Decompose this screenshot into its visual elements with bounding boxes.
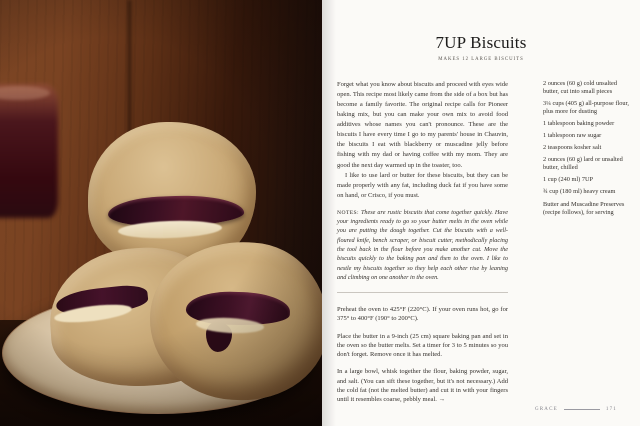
notes-text: These are rustic biscuits that come together quickly. Have your ingredients ready to go so your butter melts in the oven while you are putting the dough together. Cut the biscuits with a well-floured knife, bench scraper, or biscuit cutter, methodically placing the tool back in the flour before you make another cut. Move the biscuits quickly to the baking pan and then to the oven. I like to nestle my biscuits together so they help each other rise by leaning and climbing on one another in the oven. bbox=[337, 208, 508, 281]
step-paragraph: Place the butter in a 9-inch (25 cm) square baking pan and set in the oven so the butter melts. Set a timer for 3 to 5 minutes so you don't forget. Remove once it has melted. bbox=[337, 332, 508, 359]
page-footer bbox=[535, 407, 617, 412]
footer-rule bbox=[564, 409, 600, 410]
recipe-page bbox=[322, 0, 640, 426]
section-divider bbox=[337, 292, 508, 293]
intro-paragraph: Forget what you know about biscuits and proceed with eyes wide open. This recipe most likely came from the side of a box but has become a family favorite. The original recipe calls for Pioneer baking mix, but you can make your own mix to avoid food additives whose names you can't pronounce. These are the biscuits I have every time I go to my parents' house in Chauvin, the biscuits I eat with blackberry or muscadine jelly before fishing with my dad or having coffee with my mom. They are good the next day warmed up in the toaster, too. bbox=[337, 81, 508, 169]
main-text-column bbox=[337, 80, 508, 412]
recipe-title: 7UP Biscuits bbox=[435, 33, 527, 52]
step-paragraph: In a large bowl, whisk together the flour, baking powder, sugar, and salt. (You can sift these together, but it's not necessary.) Add the cold fat (not the melted butter) and cut it in with your fingers until it resembles coarse, pebbly meal. → bbox=[337, 368, 508, 403]
title-block bbox=[322, 33, 640, 62]
notes-label: NOTES: bbox=[337, 209, 359, 216]
ingredient-item: Butter and Muscadine Preserves (recipe follows), for serving bbox=[543, 200, 625, 216]
ingredient-item: 1 tablespoon baking powder bbox=[543, 120, 615, 128]
ingredient-item: 2 ounces (60 g) cold unsalted butter, cut into small pieces bbox=[543, 80, 617, 96]
method-steps bbox=[337, 305, 508, 404]
ingredient-item: 2 teaspoons kosher salt bbox=[543, 144, 602, 152]
recipe-yield: MAKES 12 LARGE BISCUITS bbox=[438, 57, 524, 62]
step-paragraph: Preheat the oven to 425°F (220°C). If your oven runs hot, go for 375° to 400°F (190° to 200°C). bbox=[337, 306, 508, 323]
ingredient-item: 3¼ cups (405 g) all-purpose flour, plus more for dusting bbox=[543, 100, 629, 116]
ingredient-item: 1 tablespoon raw sugar bbox=[543, 132, 602, 140]
chapter-label: GRACE bbox=[534, 407, 558, 412]
ingredient-item: 2 ounces (60 g) lard or unsalted butter, chilled bbox=[543, 156, 623, 172]
intro-paragraph: I like to use lard or butter for these biscuits, but they can be made properly with any fat, including duck fat if you have some on hand, or Crisco, if you must. bbox=[337, 171, 508, 199]
page-number: 171 bbox=[605, 407, 617, 412]
ingredient-item: 1 cup (240 ml) 7UP bbox=[543, 176, 594, 184]
ingredients-list bbox=[543, 80, 631, 221]
ingredient-item: ¾ cup (180 ml) heavy cream bbox=[543, 188, 616, 196]
notes-paragraph bbox=[337, 208, 508, 282]
